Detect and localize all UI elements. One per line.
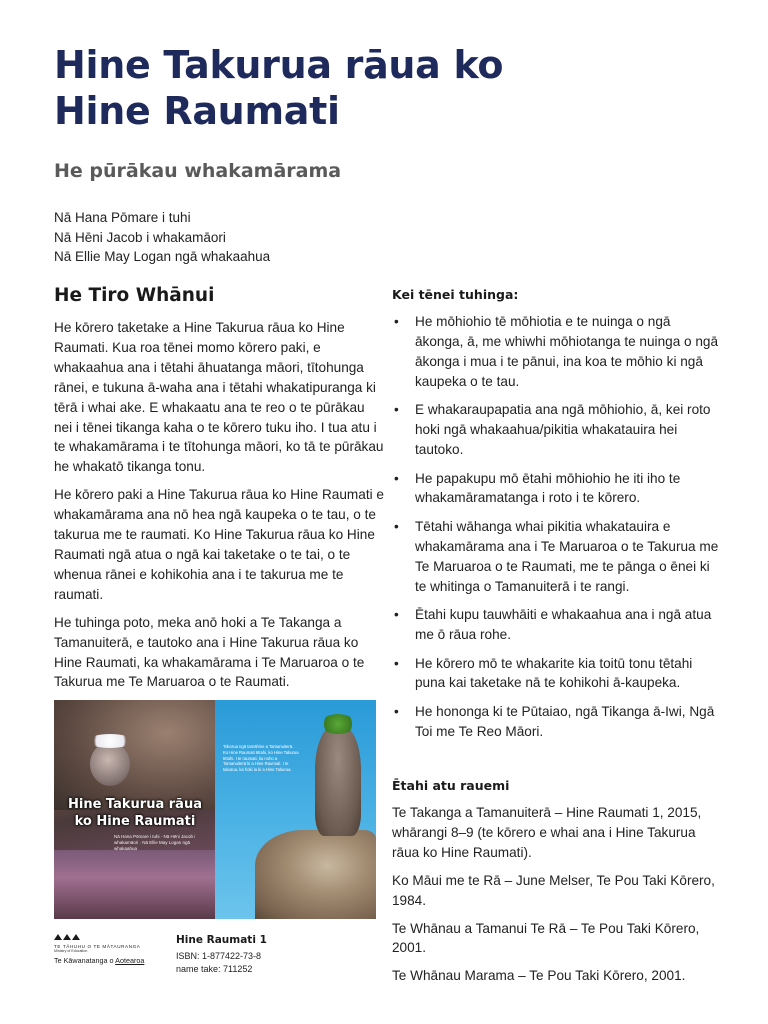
hine-takurua-figure: [90, 742, 130, 786]
overview-paragraph-2: He kōrero paki a Hine Takurua rāua ko Hine Raumati e whakamārama ana nō hea ngā kaupeka o te tau, o te takurua me te raumati. Ko Hine Takurua rāua ko Hine Raumati ngā atua o ngā kai taketake o te tai, o te whenua rānei e kohikohia ana i te takurua me te raumati.: [54, 487, 384, 602]
cover-title-line-1: Hine Takurua rāua: [68, 797, 202, 812]
page-title-line-2: Hine Raumati: [54, 89, 340, 133]
resources-list: [392, 803, 722, 994]
bullet-icon: •: [394, 470, 399, 486]
overview-body: [54, 318, 384, 700]
overview-paragraph-1: He kōrero taketake a Hine Takurua rāua ko Hine Raumati. Kua roa tēnei momo kōrero paki, e whakaahua ana i tētahi āhuatanga māori, tītohunga rānei, e tukuna ā-waha ana i tētahi whakatipuranga ki tērā i whai ake. E whakaatu ana te reo o te pūrākau nei i tēnei tikanga kaha o te kōrero tuku iho. I tua atu i te whakamārama i te tītohunga māori, ko tā te pūrākau he whakatō tikanga tonu.: [54, 320, 384, 475]
bullet-icon: •: [394, 655, 399, 671]
leaf-crown: [321, 714, 355, 734]
resource-item: Te Whānau Marama – Te Pou Taki Kōrero, 2001.: [392, 968, 686, 984]
publication-isbn: ISBN: 1-877422-73-8: [176, 951, 262, 961]
contents-list: [392, 312, 722, 750]
resource-item: Te Takanga a Tamanuiterā – Hine Raumati 1, 2015, whārangi 8–9 (te kōrero e whai ana i Hine Takurua rāua ko Hine Raumati).: [392, 805, 702, 860]
cover-front-panel: [54, 700, 215, 919]
credit-author: Nā Hana Pōmare i tuhi: [54, 210, 191, 225]
contents-heading: Kei tēnei tuhinga:: [392, 287, 519, 302]
bullet-icon: •: [394, 402, 399, 418]
list-item: • He kōrero mō te whakarite kia toitū tonu tētahi puna kai taketake nā te kohikohi ā-kaupeka.: [394, 655, 693, 691]
bullet-icon: •: [394, 518, 399, 534]
rock-outcrop: [255, 830, 376, 919]
cover-inside-panel: [215, 700, 376, 919]
snow-crown: [88, 734, 132, 748]
list-item: • Ētahi kupu tauwhāiti e whakaahua ana i ngā atua me ō rāua rohe.: [394, 607, 712, 643]
resource-item: Ko Māui me te Rā – June Melser, Te Pou Taki Kōrero, 1984.: [392, 872, 715, 908]
list-item: • He mōhiohio tē mōhiotia e te nuinga o ngā ākonga, ā, me whiwhi mōhiotanga te nuinga o ngā ākonga i mua i te pānui, ina koa te mōhio ki ngā kaupeka o te tau.: [394, 314, 719, 389]
credit-translator: Nā Hēni Jacob i whakamāori: [54, 229, 226, 245]
bullet-icon: •: [394, 607, 399, 623]
logo-ministry-english: Ministry of Education: [54, 949, 88, 953]
page-title: [54, 42, 714, 134]
logo-ministry-name: TE TĀHUHU O TE MĀTAURANGA: [54, 944, 141, 949]
overview-paragraph-3: He tuhinga poto, meka anō hoki a Te Takanga a Tamanuiterā, e tautoko ana i Hine Takurua rāua ko Hine Raumati, ka whakamārama i Te Maruaroa o te Takurua me Te Maruaroa o te Raumati.: [54, 614, 365, 690]
logo-government: Te Kāwanatanga o Aotearoa: [54, 956, 145, 965]
resource-item: Te Whānau a Tamanui Te Rā – Te Pou Taki Kōrero, 2001.: [392, 920, 700, 956]
publication-info: [176, 934, 316, 976]
overview-heading: He Tiro Whānui: [54, 285, 215, 306]
hine-raumati-figure: [315, 726, 361, 836]
page-subtitle: He pūrākau whakamārama: [54, 160, 342, 182]
credits: [54, 208, 270, 267]
list-item: • He papakupu mō ētahi mōhiohio he iti iho te whakamāramatanga i roto i te kōrero.: [394, 470, 681, 506]
list-item: • Tētahi wāhanga whai pikitia whakatauira e whakamārama ana i Te Maruaroa o te Takurua me Te Maruaroa o te Raumati, me te pānga o ēnei ki te whitinga o Tamanuiterā i te rangi.: [394, 518, 719, 594]
cover-title-line-2: ko Hine Raumati: [74, 814, 196, 829]
publication-item-number: name take: 711252: [176, 964, 253, 974]
cover-title: [60, 796, 210, 830]
bullet-icon: •: [394, 314, 399, 329]
credit-illustrator: Nā Ellie May Logan ngā whakaahua: [54, 249, 271, 264]
page-title-line-1: Hine Takurua rāua ko: [54, 43, 504, 87]
cover-inside-text: Tokorua ngā tamāhine a Tamanuiterā. Ko Hine Raumati tētahi, ko Hine Takurua tētahi. I te raumati, ka noho a Tamanuiterā ki a Hine Raumati. I te takurua, ka hoki ia ki a Hine Takurua.: [223, 744, 299, 773]
ministry-logo: [54, 934, 164, 965]
publication-title: Hine Raumati 1: [176, 934, 267, 946]
list-item: • E whakaraupapatia ana ngā mōhiohio, ā, kei roto hoki ngā whakaahua/pikitia whakatauira hei tautoko.: [394, 402, 711, 458]
bullet-icon: •: [394, 703, 399, 719]
list-item: • He hononga ki te Pūtaiao, ngā Tikanga ā-Iwi, Ngā Toi me Te Reo Māori.: [394, 703, 715, 739]
resources-heading: Ētahi atu rauemi: [392, 778, 510, 793]
cover-small-credits: Nā Hana Pōmare i tuhi · Nā Hēni Jacob i whakamāori · Nā Ellie May Logan ngā whakaahua: [114, 834, 196, 851]
book-cover-image: [54, 700, 376, 919]
triangle-icon: [54, 934, 164, 940]
